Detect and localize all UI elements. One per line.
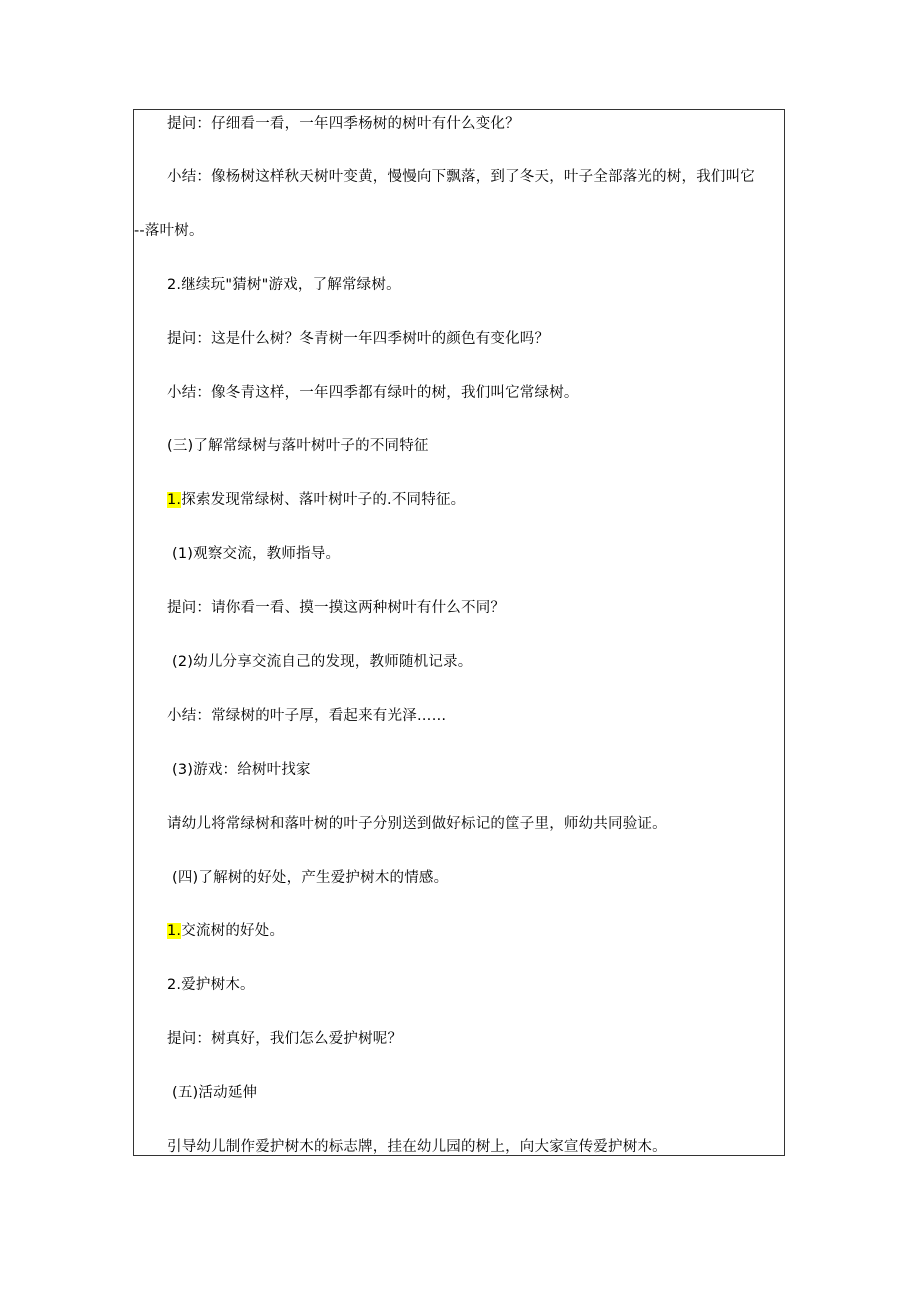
summary-evergreen-leaves: 小结：常绿树的叶子厚，看起来有光泽……: [167, 708, 447, 724]
step-protect-trees: 2.爱护树木。: [167, 977, 255, 993]
section-3-heading: (三)了解常绿树与落叶树叶子的不同特征: [167, 438, 429, 454]
question-protect-trees: 提问：树真好，我们怎么爱护树呢？: [167, 1031, 403, 1047]
section-4-heading: (四)了解树的好处，产生爱护树木的情感。: [172, 870, 449, 886]
section-5-heading: (五)活动延伸: [172, 1085, 258, 1101]
step-explore-features: [167, 490, 465, 510]
summary-evergreen: 小结：像冬青这样，一年四季都有绿叶的树，我们叫它常绿树。: [167, 385, 579, 401]
instruction-sort-leaves: 请幼儿将常绿树和落叶树的叶子分别送到做好标记的筐子里，师幼共同验证。: [167, 816, 667, 832]
summary-deciduous-line2: --落叶树。: [134, 223, 204, 239]
highlighted-number: 1.: [167, 923, 182, 939]
substep-share: (2)幼儿分享交流自己的发现，教师随机记录。: [172, 654, 473, 670]
substep-observe: (1)观察交流，教师指导。: [172, 546, 341, 562]
question-poplar-leaves: 提问：仔细看一看，一年四季杨树的树叶有什么变化？: [167, 116, 520, 132]
activity-extension-text: 引导幼儿制作爱护树木的标志牌，挂在幼儿园的树上，向大家宣传爱护树木。: [167, 1139, 667, 1155]
summary-deciduous-line1: 小结：像杨树这样秋天树叶变黄，慢慢向下飘落，到了冬天，叶子全部落光的树，我们叫它: [167, 169, 755, 185]
document-frame: [133, 109, 785, 1156]
highlighted-number: 1.: [167, 492, 182, 508]
step-guess-tree-game: 2.继续玩"猜树"游戏，了解常绿树。: [167, 277, 401, 293]
question-holly-tree: 提问：这是什么树？冬青树一年四季树叶的颜色有变化吗？: [167, 331, 550, 347]
step-text: 探索发现常绿树、落叶树叶子的.不同特征。: [181, 492, 466, 508]
step-text: 交流树的好处。: [181, 923, 285, 939]
substep-game: (3)游戏：给树叶找家: [172, 762, 311, 778]
step-tree-benefits: [167, 921, 284, 941]
question-touch-leaves: 提问：请你看一看、摸一摸这两种树叶有什么不同？: [167, 600, 506, 616]
